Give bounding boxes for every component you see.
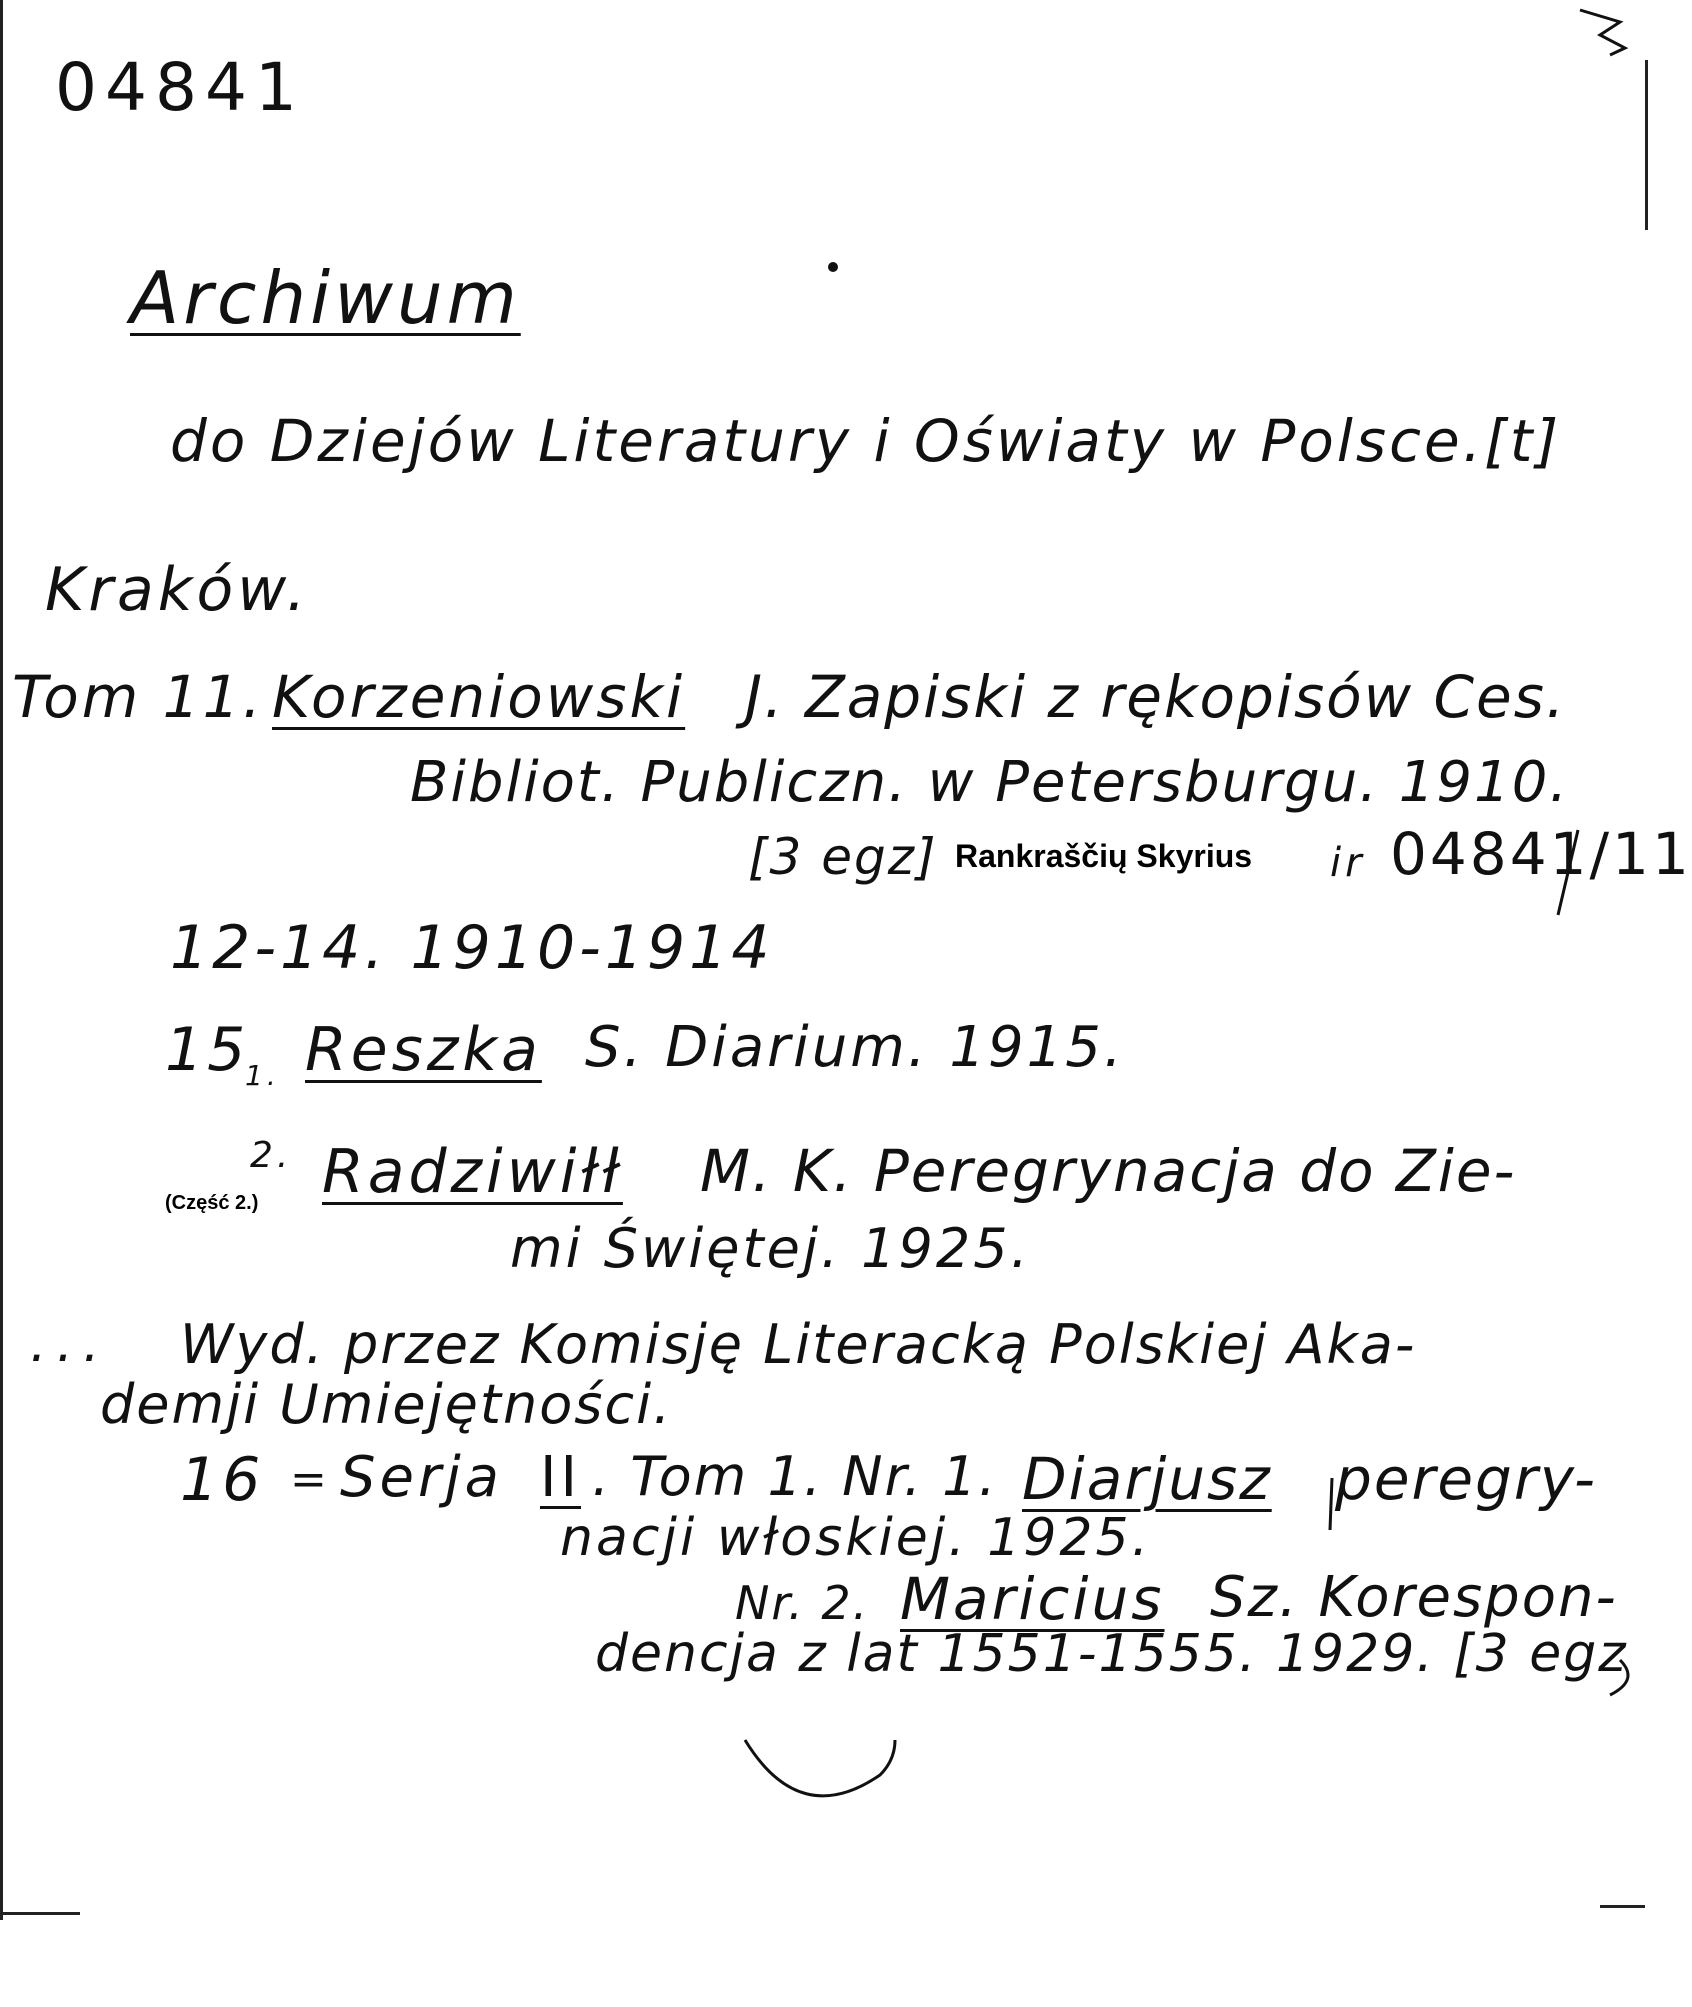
corner-scribble <box>1580 10 1625 55</box>
closing-arc-mark <box>745 1740 895 1796</box>
part2-author: Radziwiłł <box>322 1137 623 1207</box>
vol16-serie: Serja <box>340 1445 503 1510</box>
vol16-label: 16 <box>180 1445 265 1515</box>
vol15-author: Reszka <box>305 1015 542 1085</box>
subtitle: do Dziejów Literatury i Oświaty w Polsce.[t] <box>170 407 1562 475</box>
vol11-line2: Bibliot. Publiczn. w Petersburgu. 1910. <box>410 750 1570 815</box>
title: Archiwum <box>130 256 521 340</box>
publisher-dots: ... <box>30 1314 110 1374</box>
vol16-nr2-line2: dencja z lat 1551-1555. 1929. [3 egz <box>595 1624 1628 1684</box>
vol16-nr2-author: Maricius <box>900 1565 1165 1633</box>
card-number: 04841 <box>55 49 305 126</box>
shelf-slash-mark <box>1558 830 1578 915</box>
part2-stamp: (Część 2.) <box>165 1192 259 1214</box>
part2-line2: mi Świętej. 1925. <box>510 1217 1031 1280</box>
vol11-author: Korzeniowski <box>272 663 686 731</box>
ink-dot <box>828 262 838 272</box>
vol16-line2: nacji włoskiej. 1925. <box>560 1508 1152 1568</box>
place: Kraków. <box>45 555 310 625</box>
vol11-label: Tom 11. <box>12 663 264 731</box>
part2-rest: M. K. Peregrynacja do Zie- <box>700 1137 1517 1205</box>
vol11-rest: J. Zapiski z rękopisów Ces. <box>745 663 1567 731</box>
vol16-rest2: peregry- <box>1335 1445 1597 1513</box>
vol11-copies: [3 egz] <box>748 828 938 886</box>
vol16-title: Diarjusz <box>1022 1445 1272 1513</box>
vol16-nr2-label: Nr. 2. <box>735 1576 870 1630</box>
vol16-eq: = <box>290 1454 331 1505</box>
publisher-line1: Wyd. przez Komisję Literacką Polskiej Aka- <box>180 1313 1417 1376</box>
vol15-rest: S. Diarium. 1915. <box>585 1015 1125 1080</box>
vertical-stroke-mark <box>1330 1478 1332 1530</box>
vol16-serie-num: II <box>540 1445 582 1510</box>
library-stamp: Rankraščių Skyrius <box>955 838 1253 874</box>
vol16-nr2-rest: Sz. Korespon- <box>1210 1565 1618 1630</box>
vol12-14: 12-14. 1910-1914 <box>170 913 774 983</box>
part2-number: 2. <box>250 1135 293 1176</box>
vol15-label: 15 <box>165 1015 250 1085</box>
vol11-shelf-prefix: ir <box>1330 840 1366 886</box>
vol16-rest: . Tom 1. Nr. 1. <box>592 1445 998 1508</box>
publisher-line2: demji Umiejętności. <box>100 1373 673 1436</box>
closing-bracket-mark <box>1610 1660 1628 1695</box>
vol11-shelf-mark: 04841/11 <box>1390 820 1692 888</box>
vol15-sub: 1. <box>245 1059 280 1092</box>
